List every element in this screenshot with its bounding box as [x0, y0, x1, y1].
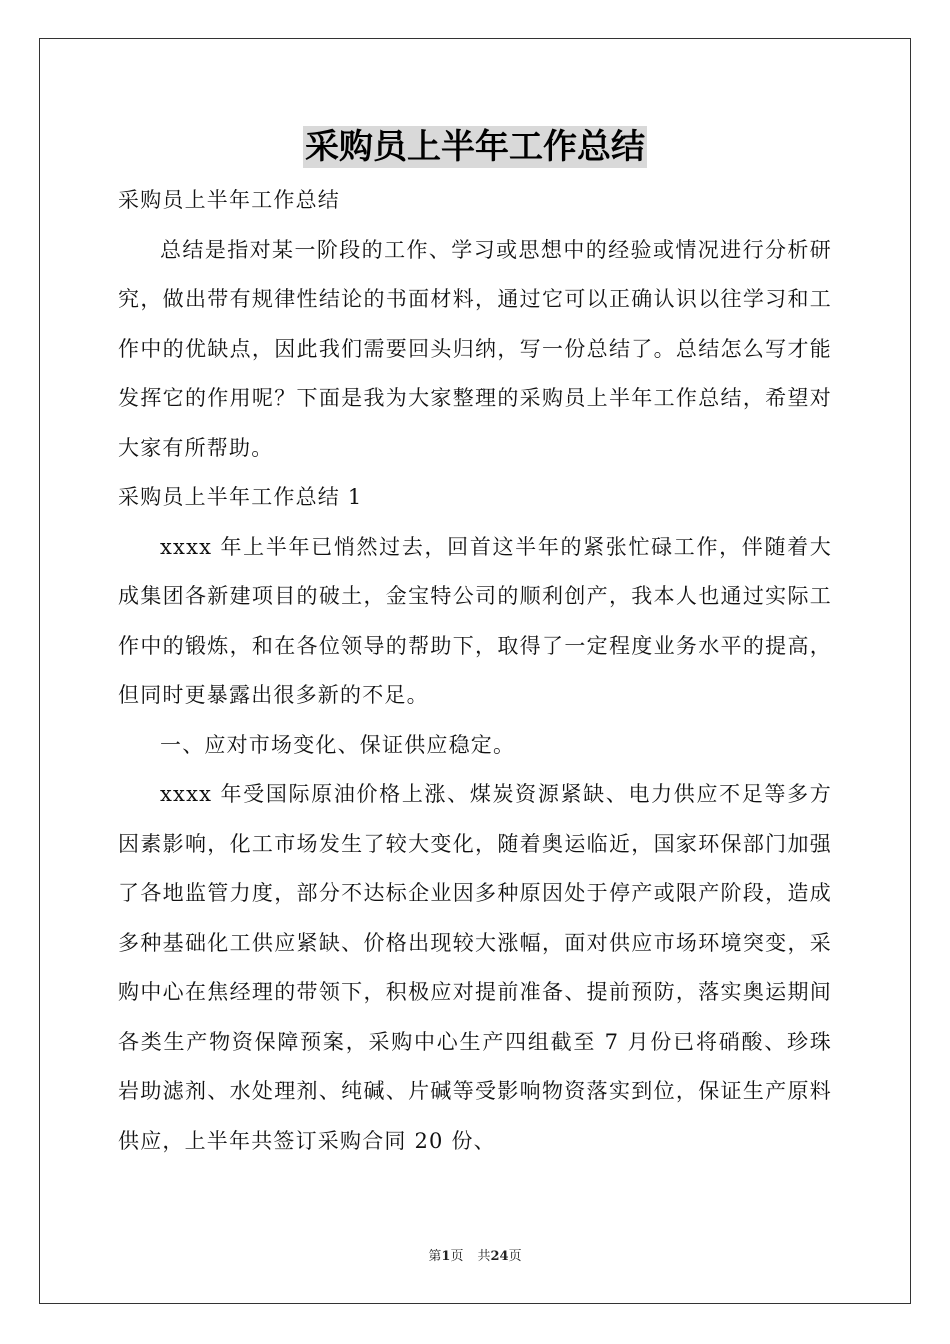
footer-total-pages: 24: [490, 1249, 509, 1264]
paragraph-market: xxxx 年受国际原油价格上涨、煤炭资源紧缺、电力供应不足等多方因素影响，化工市场发生了较大变化，随着奥运临近，国家环保部门加强了各地监管力度，部分不达标企业因多种原因处于停产或限产阶段，造成多种基础化工供应紧缺、价格出现较大涨幅，面对供应市场环境突变，采购中心在焦经理的带领下，积极应对提前准备、提前预防，落实奥运期间各类生产物资保障预案，采购中心生产四组截至 7 月份已将硝酸、珍珠岩助滤剂、水处理剂、纯碱、片碱等受影响物资落实到位，保证生产原料供应，上半年共签订采购合同 20 份、: [118, 782, 832, 1153]
document-body: [118, 176, 832, 1166]
paragraph-subtitle: 采购员上半年工作总结: [118, 188, 340, 212]
footer-page-unit: 页: [450, 1249, 464, 1264]
footer-total-unit: 页: [508, 1249, 522, 1264]
paragraph-section-heading: 采购员上半年工作总结 1: [118, 485, 363, 509]
paragraph-point-one: 一、应对市场变化、保证供应稳定。: [160, 732, 516, 757]
paragraph-intro: 总结是指对某一阶段的工作、学习或思想中的经验或情况进行分析研究，做出带有规律性结论的书面材料，通过它可以正确认识以往学习和工作中的优缺点，因此我们需要回头归纳，写一份总结了。总结怎么写才能发挥它的作用呢？下面是我为大家整理的采购员上半年工作总结，希望对大家有所帮助。: [118, 237, 832, 460]
page-footer: [0, 1245, 950, 1264]
footer-page-prefix: 第: [428, 1249, 442, 1264]
footer-total-prefix: 共: [477, 1249, 491, 1264]
paragraph-review: xxxx 年上半年已悄然过去，回首这半年的紧张忙碌工作，伴随着大成集团各新建项目的破土，金宝特公司的顺利创产，我本人也通过实际工作中的锻炼，和在各位领导的帮助下，取得了一定程度业务水平的提高，但同时更暴露出很多新的不足。: [118, 534, 832, 707]
footer-page-number: 1: [441, 1249, 451, 1264]
title-container: [0, 126, 950, 168]
document-title: 采购员上半年工作总结: [305, 127, 645, 167]
